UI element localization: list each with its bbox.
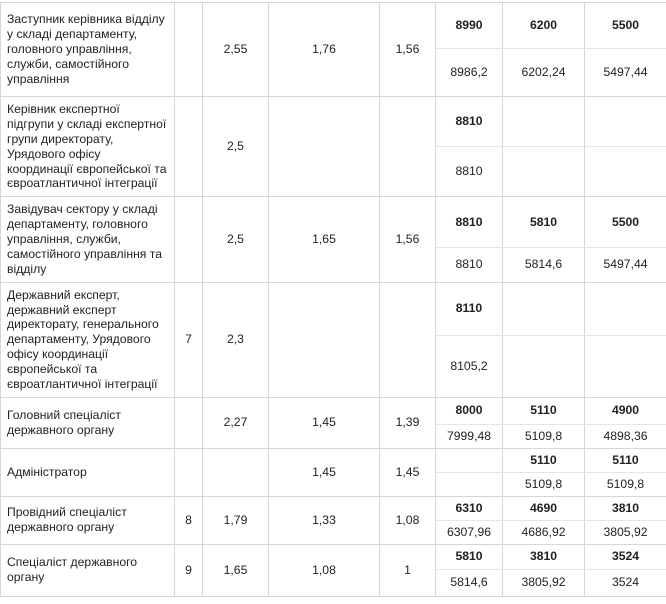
coefficient-1: 2,5 bbox=[203, 97, 269, 197]
salary-exact bbox=[436, 472, 503, 496]
salary-exact: 5814,6 bbox=[436, 569, 503, 596]
salary-rounded: 3810 bbox=[503, 544, 585, 569]
table-row bbox=[1, 397, 666, 424]
coefficient-2: 1,76 bbox=[269, 3, 380, 97]
salary-exact: 6202,24 bbox=[503, 49, 585, 97]
salary-rounded: 8810 bbox=[436, 197, 503, 248]
salary-rounded bbox=[585, 97, 666, 147]
table-row bbox=[1, 282, 666, 336]
position-title: Завідувач сектору у складі департаменту, головного управління, служби, самостійного управління та відділу bbox=[1, 197, 175, 282]
pay-group bbox=[175, 3, 203, 97]
coefficient-2: 1,45 bbox=[269, 448, 380, 496]
salary-rounded: 3810 bbox=[585, 496, 666, 520]
table-row bbox=[1, 97, 666, 147]
pay-group bbox=[175, 397, 203, 448]
salary-rounded bbox=[585, 282, 666, 336]
salary-rounded: 5500 bbox=[585, 197, 666, 248]
coefficient-1: 1,65 bbox=[203, 544, 269, 596]
coefficient-1: 2,27 bbox=[203, 397, 269, 448]
salary-exact: 5109,8 bbox=[585, 472, 666, 496]
coefficient-2: 1,45 bbox=[269, 397, 380, 448]
salary-rounded: 5810 bbox=[436, 544, 503, 569]
salary-exact: 4686,92 bbox=[503, 520, 585, 544]
salary-exact bbox=[503, 336, 585, 398]
salary-exact: 7999,48 bbox=[436, 424, 503, 448]
coefficient-3: 1,56 bbox=[380, 3, 436, 97]
salary-rounded: 6310 bbox=[436, 496, 503, 520]
salary-rounded: 5500 bbox=[585, 3, 666, 49]
pay-group: 7 bbox=[175, 282, 203, 397]
salary-rounded: 8110 bbox=[436, 282, 503, 336]
position-title: Заступник керівника відділу у складі департаменту, головного управління, служби, самостійного управління bbox=[1, 3, 175, 97]
salary-rounded: 4690 bbox=[503, 496, 585, 520]
salary-rounded: 5110 bbox=[503, 397, 585, 424]
coefficient-1: 1,79 bbox=[203, 496, 269, 544]
salary-rounded bbox=[503, 282, 585, 336]
salary-rounded: 8000 bbox=[436, 397, 503, 424]
coefficient-3 bbox=[380, 97, 436, 197]
coefficient-2 bbox=[269, 97, 380, 197]
coefficient-1 bbox=[203, 448, 269, 496]
salary-table bbox=[0, 2, 666, 597]
pay-group bbox=[175, 97, 203, 197]
salary-exact: 8986,2 bbox=[436, 49, 503, 97]
salary-exact: 3805,92 bbox=[503, 569, 585, 596]
pay-group: 9 bbox=[175, 544, 203, 596]
salary-rounded: 8990 bbox=[436, 3, 503, 49]
coefficient-3: 1,56 bbox=[380, 197, 436, 282]
salary-rounded bbox=[503, 97, 585, 147]
position-title: Спеціаліст державного органу bbox=[1, 544, 175, 596]
salary-rounded: 6200 bbox=[503, 3, 585, 49]
coefficient-3: 1,45 bbox=[380, 448, 436, 496]
salary-exact bbox=[585, 147, 666, 197]
position-title: Адміністратор bbox=[1, 448, 175, 496]
coefficient-2: 1,65 bbox=[269, 197, 380, 282]
salary-rounded: 8810 bbox=[436, 97, 503, 147]
table-row bbox=[1, 496, 666, 520]
salary-rounded: 4900 bbox=[585, 397, 666, 424]
salary-exact bbox=[585, 336, 666, 398]
salary-exact: 8810 bbox=[436, 247, 503, 282]
salary-exact: 5497,44 bbox=[585, 247, 666, 282]
pay-group bbox=[175, 448, 203, 496]
salary-exact: 4898,36 bbox=[585, 424, 666, 448]
table-row bbox=[1, 544, 666, 569]
coefficient-2 bbox=[269, 282, 380, 397]
salary-exact: 5814,6 bbox=[503, 247, 585, 282]
coefficient-2: 1,33 bbox=[269, 496, 380, 544]
position-title: Державний експерт, державний експерт директорату, генерального департаменту, Урядового офісу координації європейської та євроатлантичної інтеграції bbox=[1, 282, 175, 397]
salary-exact: 5109,8 bbox=[503, 424, 585, 448]
coefficient-1: 2,5 bbox=[203, 197, 269, 282]
salary-exact: 5497,44 bbox=[585, 49, 666, 97]
coefficient-2: 1,08 bbox=[269, 544, 380, 596]
salary-exact: 3524 bbox=[585, 569, 666, 596]
coefficient-1: 2,55 bbox=[203, 3, 269, 97]
salary-rounded: 5810 bbox=[503, 197, 585, 248]
coefficient-1: 2,3 bbox=[203, 282, 269, 397]
salary-exact bbox=[503, 147, 585, 197]
coefficient-3: 1 bbox=[380, 544, 436, 596]
salary-exact: 8810 bbox=[436, 147, 503, 197]
salary-exact: 6307,96 bbox=[436, 520, 503, 544]
position-title: Головний спеціаліст державного органу bbox=[1, 397, 175, 448]
coefficient-3: 1,08 bbox=[380, 496, 436, 544]
table-row bbox=[1, 3, 666, 49]
table-row bbox=[1, 448, 666, 472]
position-title: Провідний спеціаліст державного органу bbox=[1, 496, 175, 544]
coefficient-3: 1,39 bbox=[380, 397, 436, 448]
salary-exact: 3805,92 bbox=[585, 520, 666, 544]
salary-rounded: 5110 bbox=[585, 448, 666, 472]
pay-group: 8 bbox=[175, 496, 203, 544]
coefficient-3 bbox=[380, 282, 436, 397]
salary-rounded: 5110 bbox=[503, 448, 585, 472]
salary-rounded: 3524 bbox=[585, 544, 666, 569]
salary-exact: 8105,2 bbox=[436, 336, 503, 398]
salary-exact: 5109,8 bbox=[503, 472, 585, 496]
position-title: Керівник експертної підгрупи у складі експертної групи директорату, Урядового офісу координації європейської та євроатлантичної інтеграції bbox=[1, 97, 175, 197]
salary-rounded bbox=[436, 448, 503, 472]
table-row bbox=[1, 197, 666, 248]
pay-group bbox=[175, 197, 203, 282]
